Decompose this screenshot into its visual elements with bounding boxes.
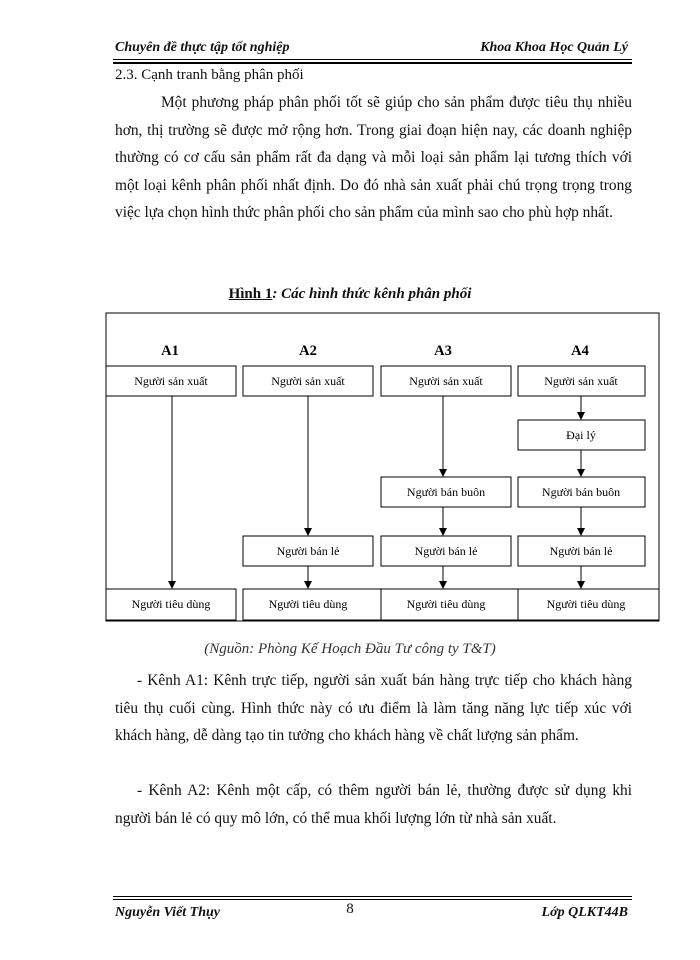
a3-producer-text: Người sản xuất (409, 374, 483, 388)
header-right: Khoa Khoa Học Quản Lý (480, 40, 628, 55)
header-left: Chuyên đề thực tập tốt nghiệp (115, 40, 290, 55)
a3-wholesaler-text: Người bán buôn (406, 485, 486, 499)
a4-wholesaler-text: Người bán buôn (541, 485, 621, 499)
column-label-a2: A2 (299, 343, 317, 359)
a1-producer-text: Người sản xuất (134, 374, 208, 388)
a3-retailer-text: Người bán lẻ (414, 544, 478, 558)
footer-class: Lớp QLKT44B (541, 905, 628, 920)
footer-rule-thin (113, 899, 632, 900)
a4-retailer-text: Người bán lẻ (549, 544, 613, 558)
a4-producer-text: Người sản xuất (544, 374, 618, 388)
channel-a2-description: - Kênh A2: Kênh một cấp, có thêm người bán lẻ, thường được sử dụng khi người bán lẻ có quy mô lớn, có thể mua khối lượng lớn từ nhà sản xuất. (115, 782, 632, 827)
a3-consumer-text: Người tiêu dùng (406, 597, 486, 611)
a2-consumer-text: Người tiêu dùng (268, 597, 348, 611)
section-paragraph: Một phương pháp phân phối tốt sẽ giúp cho sản phẩm được tiêu thụ nhiều hơn, thị trường sẽ được mở rộng hơn. Trong giai đoạn hiện nay, các doanh nghiệp thường có cơ cấu sản phẩm rất đa dạng và mỗi loại sản phẩm lại tương thích với một loại kênh phân phối nhất định. Do đó nhà sản xuất phải chú trọng trọng trong việc lựa chọn hình thức phân phối cho sản phẩm của mình sao cho phù hợp nhất. (115, 94, 632, 221)
section-heading: 2.3. Cạnh tranh bằng phân phối (115, 67, 304, 83)
a2-retailer-text: Người bán lẻ (276, 544, 340, 558)
a1-consumer-text: Người tiêu dùng (131, 597, 211, 611)
a4-consumer-text: Người tiêu dùng (546, 597, 626, 611)
channel-a1-description: - Kênh A1: Kênh trực tiếp, người sản xuất bán hàng trực tiếp cho khách hàng tiêu thụ cuối cùng. Hình thức này có ưu điểm là làm tăng năng lực tiếp xúc với khách hàng, dễ dàng tạo tin tưởng cho khách hàng về chất lượng sản phẩm. (115, 672, 632, 744)
figure-caption: : Các hình thức kênh phân phối (272, 286, 472, 302)
figure-label: Hình 1 (228, 286, 273, 302)
page-number: 8 (346, 901, 354, 917)
footer-author: Nguyễn Viết Thụy (115, 905, 221, 920)
a2-producer-text: Người sản xuất (271, 374, 345, 388)
a4-agent-text: Đại lý (566, 428, 596, 442)
footer-rule (113, 896, 632, 897)
column-label-a1: A1 (161, 343, 179, 359)
column-label-a4: A4 (571, 343, 589, 359)
diagram-frame (106, 313, 659, 621)
column-label-a3: A3 (434, 343, 452, 359)
figure-source: (Nguồn: Phòng Kế Hoạch Đầu Tư công ty T&T) (204, 641, 496, 657)
